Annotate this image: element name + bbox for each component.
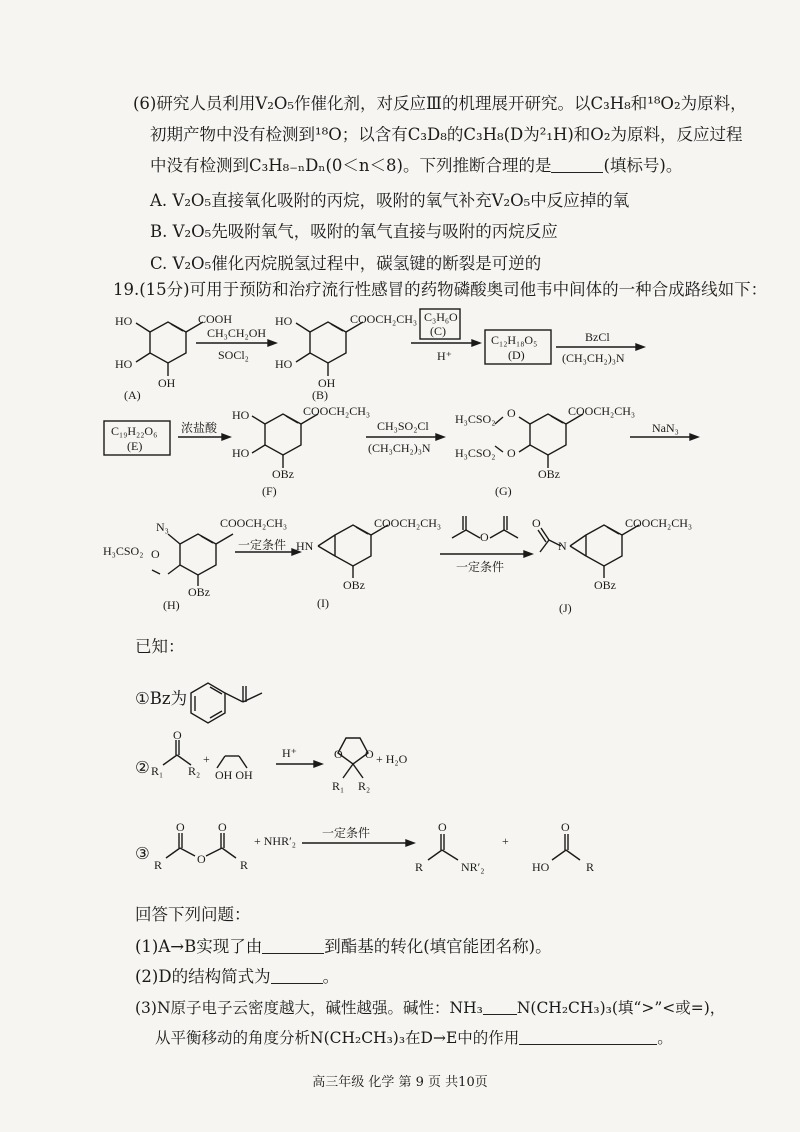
k3-o: O: [197, 852, 206, 866]
i-cooet: COOCH₂CH₃: [374, 516, 442, 530]
g-cooet: COOCH₂CH₃: [568, 404, 636, 418]
ring-f: [252, 414, 318, 468]
i-obz: OBz: [343, 578, 365, 592]
f-ho-bottom: HO: [232, 446, 250, 460]
q19-1-tail: 到酯基的转化(填官能团名称)。: [324, 937, 552, 956]
k3-r2: R: [240, 858, 249, 872]
q19-3-blank-2[interactable]: [519, 1028, 657, 1045]
k2-r1: R₁: [151, 764, 164, 778]
reagent-ef-top: 浓盐酸: [181, 421, 218, 435]
k3-r3: R: [415, 860, 424, 874]
q18-6-line1: (6)研究人员利用V₂O₅作催化剂，对反应Ⅲ的机理展开研究。以C₃H₈和¹⁸O₂为原料，: [133, 94, 747, 113]
g-obz: OBz: [538, 467, 560, 481]
k3-o-top4: O: [561, 820, 570, 834]
k3-r1: R: [154, 858, 163, 872]
reagent-ab-bottom: SOCl₂: [218, 348, 249, 362]
h-obz: OBz: [188, 585, 210, 599]
q19-3-line2: [155, 1027, 673, 1049]
k2-r2: R₂: [188, 764, 201, 778]
reagent-hi-top: 一定条件: [238, 538, 287, 552]
e-formula: C₁₉H₂₂O₆: [111, 424, 158, 438]
ring-a: [136, 322, 203, 376]
b-ho-top: HO: [275, 314, 293, 328]
b-cooet: COOCH₂CH₃: [350, 312, 418, 326]
known-2-label: ②: [135, 758, 150, 777]
a-ho-bottom: HO: [115, 357, 133, 371]
known-3-label: ③: [135, 844, 150, 863]
k2-plus: +: [203, 752, 210, 766]
reagent-de-bottom: (CH₃CH₂)₃N: [562, 351, 625, 365]
label-g: (G): [495, 484, 512, 498]
k3-ho: HO: [532, 860, 550, 874]
reagent-de-top: BzCl: [585, 330, 610, 344]
q19-1-text: (1)A→B实现了由: [135, 937, 263, 956]
q19-header: 19.(15分)可用于预防和治疗流行性感冒的药物磷酸奥司他韦中间体的一种合成路线如下：: [113, 280, 768, 299]
anhydride-o: O: [480, 530, 489, 544]
k2-oh: OH OH: [215, 768, 253, 782]
a-oh: OH: [158, 376, 176, 390]
q19-3-line2-text: 从平衡移动的角度分析N(CH₂CH₃)₃在D→E中的作用: [155, 1029, 520, 1047]
label-h: (H): [163, 598, 180, 612]
i-hn: HN: [296, 539, 314, 553]
q19-2-text: (2)D的结构简式为: [135, 967, 271, 986]
c-formula: C₃H₆O: [424, 310, 458, 324]
q19-1: [135, 936, 552, 958]
ring-h: [152, 534, 233, 586]
k2-r2b: R₂: [358, 779, 371, 793]
option-c: C. V₂O₅催化丙烷脱氢过程中，碳氢键的断裂是可逆的: [150, 254, 542, 273]
reagent-fg-bottom: (CH₃CH₂)₃N: [368, 441, 431, 455]
q18-6-line3-tail: (填标号)。: [603, 156, 683, 175]
benzoyl: [191, 683, 262, 723]
option-a: A. V₂O₅直接氧化吸附的丙烷，吸附的氧气补充V₂O₅中反应掉的氧: [150, 191, 630, 210]
ring-i: [318, 525, 388, 578]
j-cooet: COOCH₂CH₃: [625, 516, 693, 530]
q19-3-blank-1[interactable]: [483, 998, 517, 1015]
f-cooet: COOCH₂CH₃: [303, 404, 371, 418]
reagent-gh-top: NaN₃: [652, 421, 679, 435]
k3-o-top3: O: [438, 820, 447, 834]
k3-r4: R: [586, 860, 595, 874]
a-ho-top: HO: [115, 314, 133, 328]
b-oh: OH: [318, 376, 336, 390]
f-obz: OBz: [272, 467, 294, 481]
known-title: 已知：: [135, 637, 185, 656]
q19-3-tail: N(CH₂CH₃)₃(填“>”<或=)，: [516, 999, 726, 1017]
h-ms: H₃CSO₂: [103, 544, 144, 558]
g-ms-bottom: H₃CSO₂: [455, 446, 496, 460]
page-footer: 高三年级 化学 第 9 页 共10页: [312, 1075, 488, 1090]
g-o-top: O: [507, 406, 516, 420]
e-label: (E): [127, 439, 143, 453]
known-1: ①Bz为: [135, 689, 188, 708]
answer-title: 回答下列问题：: [135, 905, 251, 924]
ring-b: [296, 322, 363, 376]
q19-3-line2-tail: 。: [657, 1029, 673, 1047]
d-formula: C₁₂H₁₈O₅: [491, 333, 538, 347]
k2-h: H⁺: [282, 746, 297, 760]
reagent-bd-bottom: H⁺: [437, 349, 452, 363]
k3-cond: 一定条件: [322, 826, 371, 840]
q19-2: [135, 966, 339, 988]
k3-o-top2: O: [218, 820, 227, 834]
d-label: (D): [508, 348, 525, 362]
k2-water: + H₂O: [376, 752, 408, 766]
k3-reagent: + NHR′₂: [254, 834, 296, 848]
k2-r1b: R₁: [332, 779, 345, 793]
j-obz: OBz: [594, 578, 616, 592]
label-i: (I): [317, 596, 329, 610]
g-ms-top: H₃CSO₂: [455, 412, 496, 426]
q19-2-blank[interactable]: [271, 967, 323, 984]
k3-o-top1: O: [176, 820, 185, 834]
q18-6-line3-text: 中没有检测到C₃H₈₋ₙDₙ(0＜n＜8)。下列推断合理的是: [150, 156, 552, 175]
ketone: [163, 740, 191, 765]
j-o: O: [532, 516, 541, 530]
k2-o1: O: [334, 747, 343, 761]
reagent-ab-top: CH₃CH₂OH: [207, 326, 267, 340]
q18-6-line2: 初期产物中没有检测到¹⁸O；以含有C₃D₈的C₃H₈(D为²₁H)和O₂为原料，反应过程: [150, 125, 743, 144]
h-cooet: COOCH₂CH₃: [220, 516, 288, 530]
q19-3-line1: [135, 997, 725, 1019]
a-cooh: COOH: [198, 312, 233, 326]
label-f: (F): [262, 484, 277, 498]
label-a: (A): [124, 388, 141, 402]
ring-j: [538, 525, 639, 578]
h-n3: N₃: [156, 520, 169, 534]
amide: [428, 834, 458, 860]
option-b: B. V₂O₅先吸附氧气，吸附的氧气直接与吸附的丙烷反应: [150, 222, 558, 241]
reagent-ij-bottom: 一定条件: [456, 560, 505, 574]
k2-o: O: [173, 728, 182, 742]
k3-nr: NR′₂: [461, 860, 485, 874]
b-ho-bottom: HO: [275, 357, 293, 371]
label-j: (J): [559, 601, 572, 615]
q19-3-text: (3)N原子电子云密度越大，碱性越强。碱性：NH₃: [135, 999, 483, 1017]
label-b: (B): [312, 388, 328, 402]
acid: [552, 834, 580, 860]
j-n: N: [558, 539, 567, 553]
c-label: (C): [430, 324, 446, 338]
reagent-fg-top: CH₃SO₂Cl: [377, 419, 429, 433]
q19-1-blank[interactable]: [262, 937, 324, 954]
k2-o2: O: [365, 747, 374, 761]
g-o-bottom: O: [507, 446, 516, 460]
ethylene-glycol: [217, 756, 247, 768]
k3-plus: +: [502, 834, 509, 848]
f-ho-top: HO: [232, 408, 250, 422]
q19-2-tail: 。: [322, 967, 340, 986]
h-o: O: [151, 547, 160, 561]
